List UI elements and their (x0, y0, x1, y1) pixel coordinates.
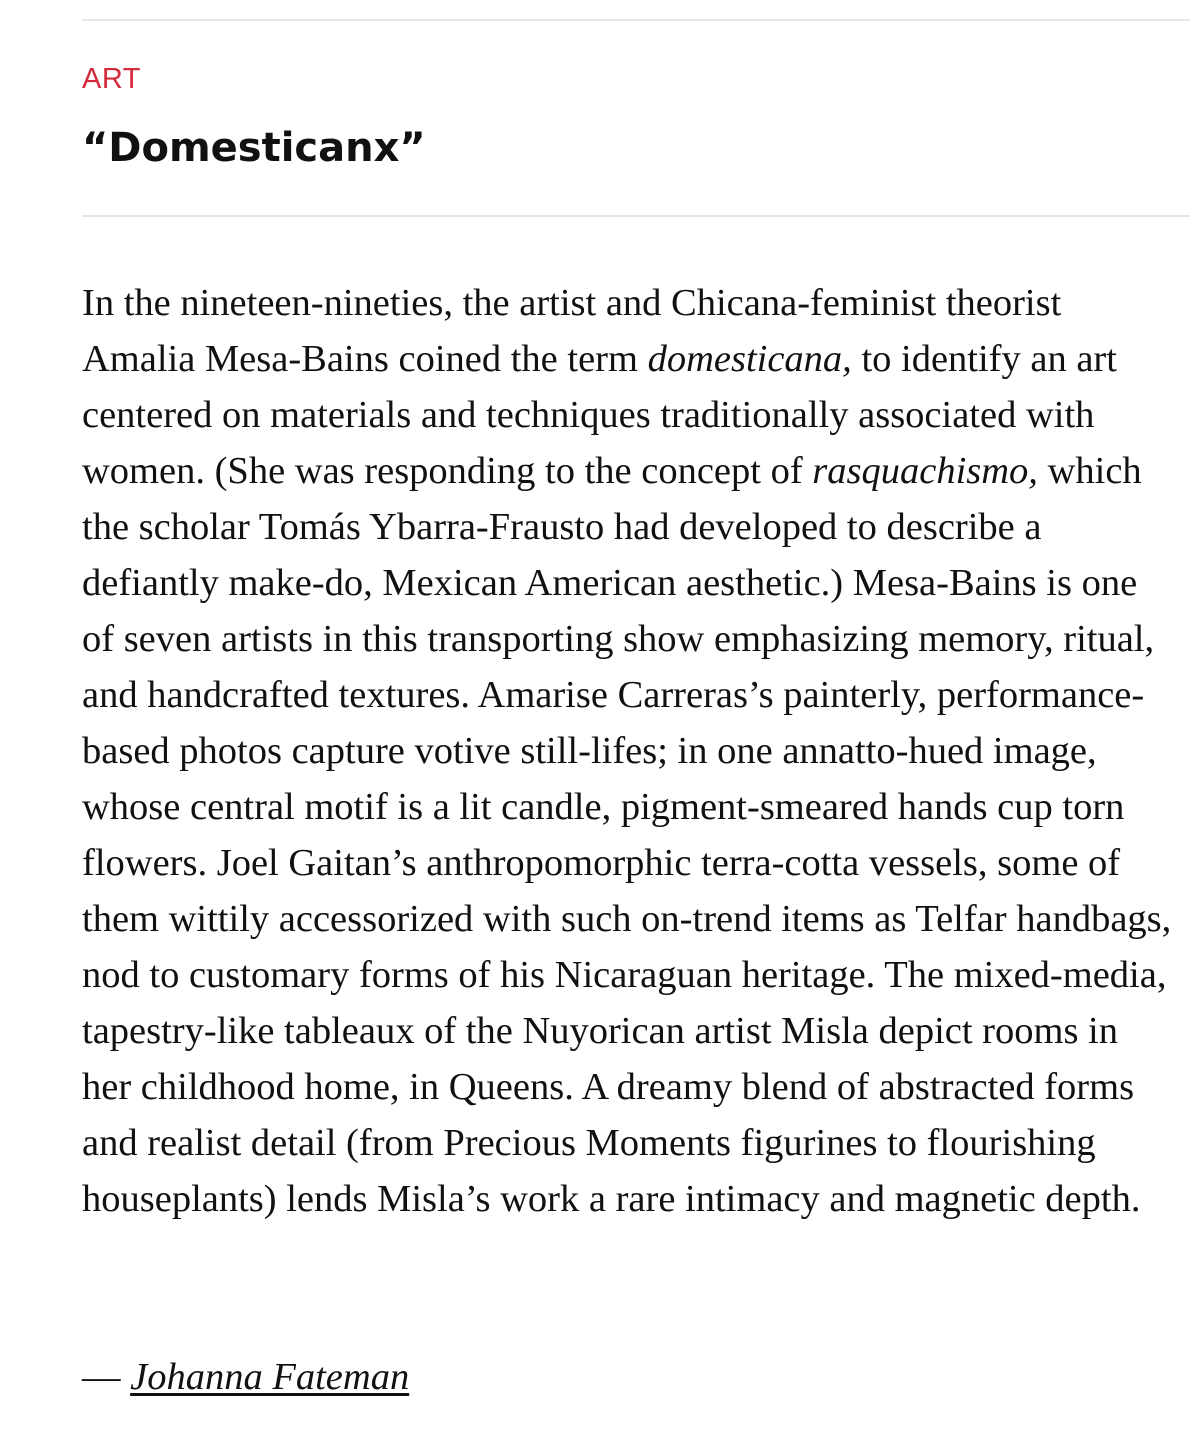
category-link[interactable]: ART (82, 63, 141, 95)
byline (82, 1352, 409, 1402)
body-text-segment: which the scholar Tomás Ybarra-Frausto had developed to describe a defiantly make-do, Mexican American aesthetic.) Mesa-Bains is one of seven artists in this transporting show emphasizing memory, ritual, and handcrafted textures. Amarise Carreras’s painterly, performance-based photos capture votive still-lifes; in one annatto-hued image, whose central motif is a lit candle, pigment-smeared hands cup torn flowers. Joel Gaitan’s anthropomorphic terra-cotta vessels, some of them wittily accessorized with such on-trend items as Telfar handbags, nod to customary forms of his Nicaraguan heritage. The mixed-media, tapestry-like tableaux of the Nuyorican artist Misla depict rooms in her childhood home, in Queens. A dreamy blend of abstracted forms and realist detail (from Precious Moments figurines to flourishing houseplants) lends Misla’s work a rare intimacy and magnetic depth. (82, 450, 1172, 1220)
title-divider (82, 215, 1190, 217)
body-text-segment: to identify an art centered on materials and techniques traditionally associated with women. (She was responding to the concept of (82, 338, 1117, 492)
article-body (82, 275, 1172, 1227)
byline-dash: — (82, 1356, 131, 1398)
term-rasquachismo: rasquachismo, (812, 450, 1038, 492)
author-link[interactable]: Johanna Fateman (130, 1356, 410, 1398)
top-divider (82, 19, 1190, 21)
term-domesticana: domesticana, (647, 338, 852, 380)
body-text-segment: In the nineteen-nineties, the artist and Chicana-feminist theorist Amalia Mesa-Bains coined the term (82, 282, 1062, 380)
article-title: “Domesticanx” (82, 125, 426, 171)
